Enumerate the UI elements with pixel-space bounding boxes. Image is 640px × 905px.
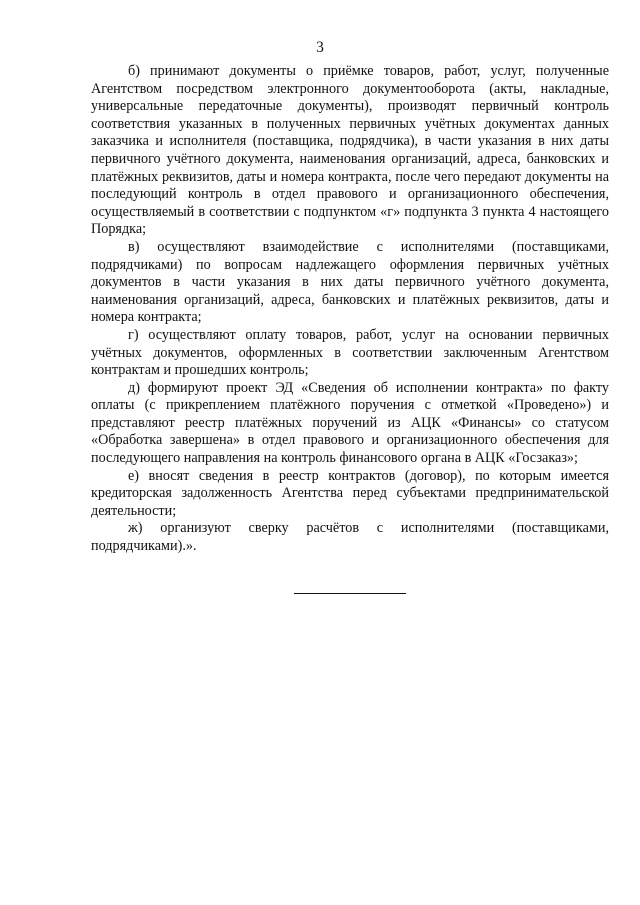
document-body — [91, 63, 609, 556]
paragraph-v: в) осуществляют взаимодействие с исполнителями (поставщиками, подрядчиками) по вопросам надлежащего оформления первичных учётных документов в части указания в них даты первичного учётного документа, наименования организаций, адреса, банковских и платёжных реквизитов, даты и номера контракта; — [91, 238, 609, 326]
paragraph-d: д) формируют проект ЭД «Сведения об исполнении контракта» по факту оплаты (с прикреплением платёжного поручения с отметкой «Проведено») и представляют реестр платёжных поручений из АЦК «Финансы» со статусом «Обработка завершена» в отдел правового и организационного обеспечения для последующего направления на контроль финансового органа в АЦК «Госзаказ»; — [91, 379, 609, 467]
end-separator-line — [294, 593, 406, 594]
paragraph-e: е) вносят сведения в реестр контрактов (договор), по которым имеется кредиторская задолженность Агентства перед субъектами предпринимательской деятельности; — [91, 467, 609, 519]
page-number: 3 — [316, 39, 324, 56]
paragraph-b: б) принимают документы о приёмке товаров, работ, услуг, полученные Агентством посредством электронного документооборота (акты, накладные, универсальные передаточные документы), производят первичный контроль соответствия указанных в полученных первичных учётных документах данных заказчика и исполнителя (поставщика, подрядчика), в части указания в них даты первичного учётного документа, наименования организаций, адреса, банковских и платёжных реквизитов, даты и номера контракта, после чего передают документы на последующий контроль в отдел правового и организационного обеспечения, осуществляемый в соответствии с подпунктом «г» подпункта 3 пункта 4 настоящего Порядка; — [91, 63, 609, 238]
paragraph-zh: ж) организуют сверку расчётов с исполнителями (поставщиками, подрядчиками).». — [91, 520, 609, 555]
paragraph-g: г) осуществляют оплату товаров, работ, услуг на основании первичных учётных документов, оформленных в соответствии заключенным Агентством контрактам и прошедших контроль; — [91, 326, 609, 379]
